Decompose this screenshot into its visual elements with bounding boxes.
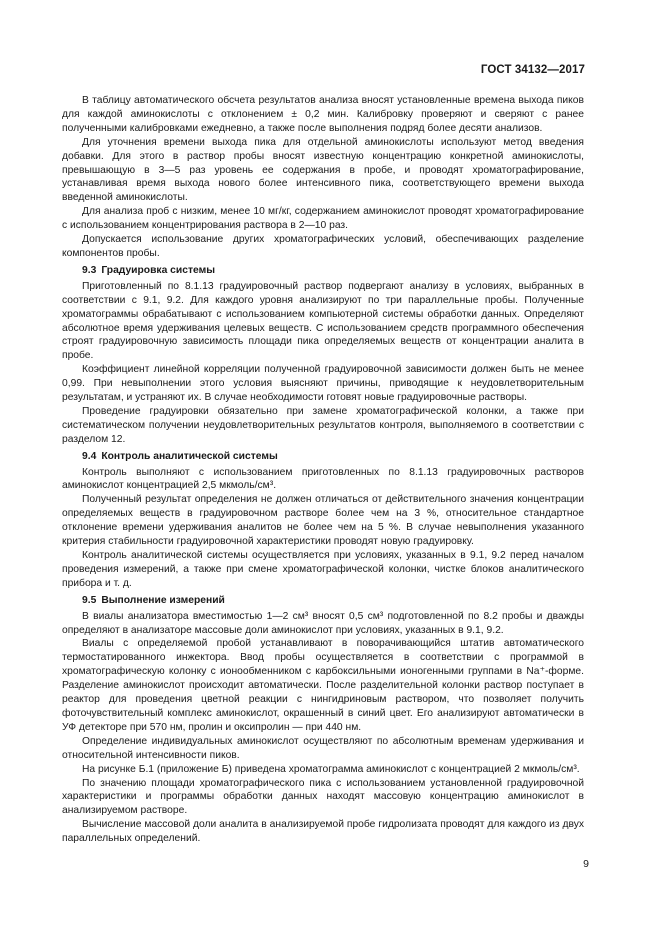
paragraph: Определение индивидуальных аминокислот осуществляют по абсолютным временам удерживания и относительной интенсивности пиков. xyxy=(62,735,584,761)
section-title: Контроль аналитической системы xyxy=(101,450,278,462)
section-title: Градуировка системы xyxy=(101,264,215,276)
section-heading-9-5 xyxy=(62,594,584,608)
section-number: 9.5 xyxy=(82,594,97,606)
section-number: 9.3 xyxy=(82,264,97,276)
paragraph: Допускается использование других хроматографических условий, обеспечивающих разделение компонентов пробы. xyxy=(62,234,584,259)
section-heading-9-3 xyxy=(62,264,584,278)
document-code-header: ГОСТ 34132—2017 xyxy=(480,64,585,76)
paragraph: Для анализа проб с низким, менее 10 мг/кг, содержанием аминокислот проводят хроматографирование с использованием концентрирования раствора в 2—10 раз. xyxy=(62,206,584,232)
paragraph: На рисунке Б.1 (приложение Б) приведена хроматограмма аминокислот с концентрацией 2 мкмоль/см³. xyxy=(82,763,580,775)
page-number: 9 xyxy=(583,858,589,870)
paragraph: Приготовленный по 8.1.13 градуировочный раствор подвергают анализу в условиях, выбранных в соответствии с 9.1, 9.2. Для каждого уровня анализируют по три параллельные пробы. Полученные хроматограммы обрабатывают с использованием компьютерной системы обработки данных. Определяют абсолютное время удерживания целевых веществ. С использованием средств программного обеспечения строят градуировочную зависимость площади пика определяемых веществ от концентрации аналита в пробе. xyxy=(62,280,584,362)
paragraph: Виалы с определяемой пробой устанавливают в поворачивающийся штатив автоматического термостатированного инжектора. Ввод пробы осуществляется в соответствии с программой в хроматографическую колонку с ионообменником с карбоксильными ионогенными группами в Na⁺-форме. Разделение аминокислот происходит автоматически. После разделительной колонки раствор поступает в реактор для проведения цветной реакции с нингидриновым раствором, что позволяет получить фоточувствительный комплекс аминокислот, окрашенный в синий цвет. Его анализируют автоматически в УФ детекторе при 570 нм, пролин и оксипролин — при 440 нм. xyxy=(62,638,584,733)
paragraph: Контроль аналитической системы осуществляется при условиях, указанных в 9.1, 9.2 перед началом проведения измерений, а также при смене хроматографической колонки, чистке блоков аналитического прибора и т. д. xyxy=(62,550,584,589)
paragraph: Коэффициент линейной корреляции полученной градуировочной зависимости должен быть не менее 0,99. При невыполнении этого условия выясняют причины, приводящие к неудовлетворительным результатам, и устраняют их. В случае необходимости готовят новые градуировочные растворы. xyxy=(62,364,584,404)
paragraph: Проведение градуировки обязательно при замене хроматографической колонки, а также при систематическом получении неудовлетворительных результатов контроля, выполняемого в соответствии с разделом 12. xyxy=(62,405,584,445)
document-body xyxy=(62,94,584,846)
paragraph: По значению площади хроматографического пика с использованием установленной градуировочной характеристики и программы обработки данных находят массовую концентрацию аминокислот в анализируемом растворе. xyxy=(62,777,584,817)
section-number: 9.4 xyxy=(82,450,97,462)
section-title: Выполнение измерений xyxy=(101,594,225,606)
paragraph: Контроль выполняют с использованием приготовленных по 8.1.13 градуировочных растворов аминокислот концентрацией 2,5 мкмоль/см³. xyxy=(62,466,584,492)
paragraph: Полученный результат определения не должен отличаться от действительного значения концентрации определяемых веществ в градуировочном растворе более чем на 3 %, относительное стандартное отклонение времени удерживания аналитов не более чем на 5 %. В случае невыполнения указанного критерия стабильности градуировочной характеристики проводят новую градуировку. xyxy=(62,494,584,548)
paragraph: В таблицу автоматического обсчета результатов анализа вносят установленные времена выхода пиков для каждой аминокислоты с отклонением ± 0,2 мин. Калибровку проверяют и сверяют с ранее полученными калибровками ежедневно, а также после выполнения подряд более десяти анализов. xyxy=(62,95,584,134)
paragraph: Вычисление массовой доли аналита в анализируемой пробе гидролизата проводят для каждого из двух параллельных определений. xyxy=(62,819,584,845)
paragraph: Для уточнения времени выхода пика для отдельной аминокислоты используют метод введения добавки. Для этого в раствор пробы вносят известную концентрацию конкретной аминокислоты, превышающую в 3—5 раз уровень ее содержания в пробе, и проводят хроматографирование, устанавливая время выхода нового более интенсивного пика, соответствующего времени выхода введенной аминокислоты. xyxy=(62,136,584,204)
paragraph: В виалы анализатора вместимостью 1—2 см³ вносят 0,5 см³ подготовленной по 8.2 пробы и дважды определяют в анализаторе массовые доли аминокислот при условиях, указанных в 9.1, 9.2. xyxy=(62,610,584,636)
section-heading-9-4 xyxy=(62,450,584,464)
